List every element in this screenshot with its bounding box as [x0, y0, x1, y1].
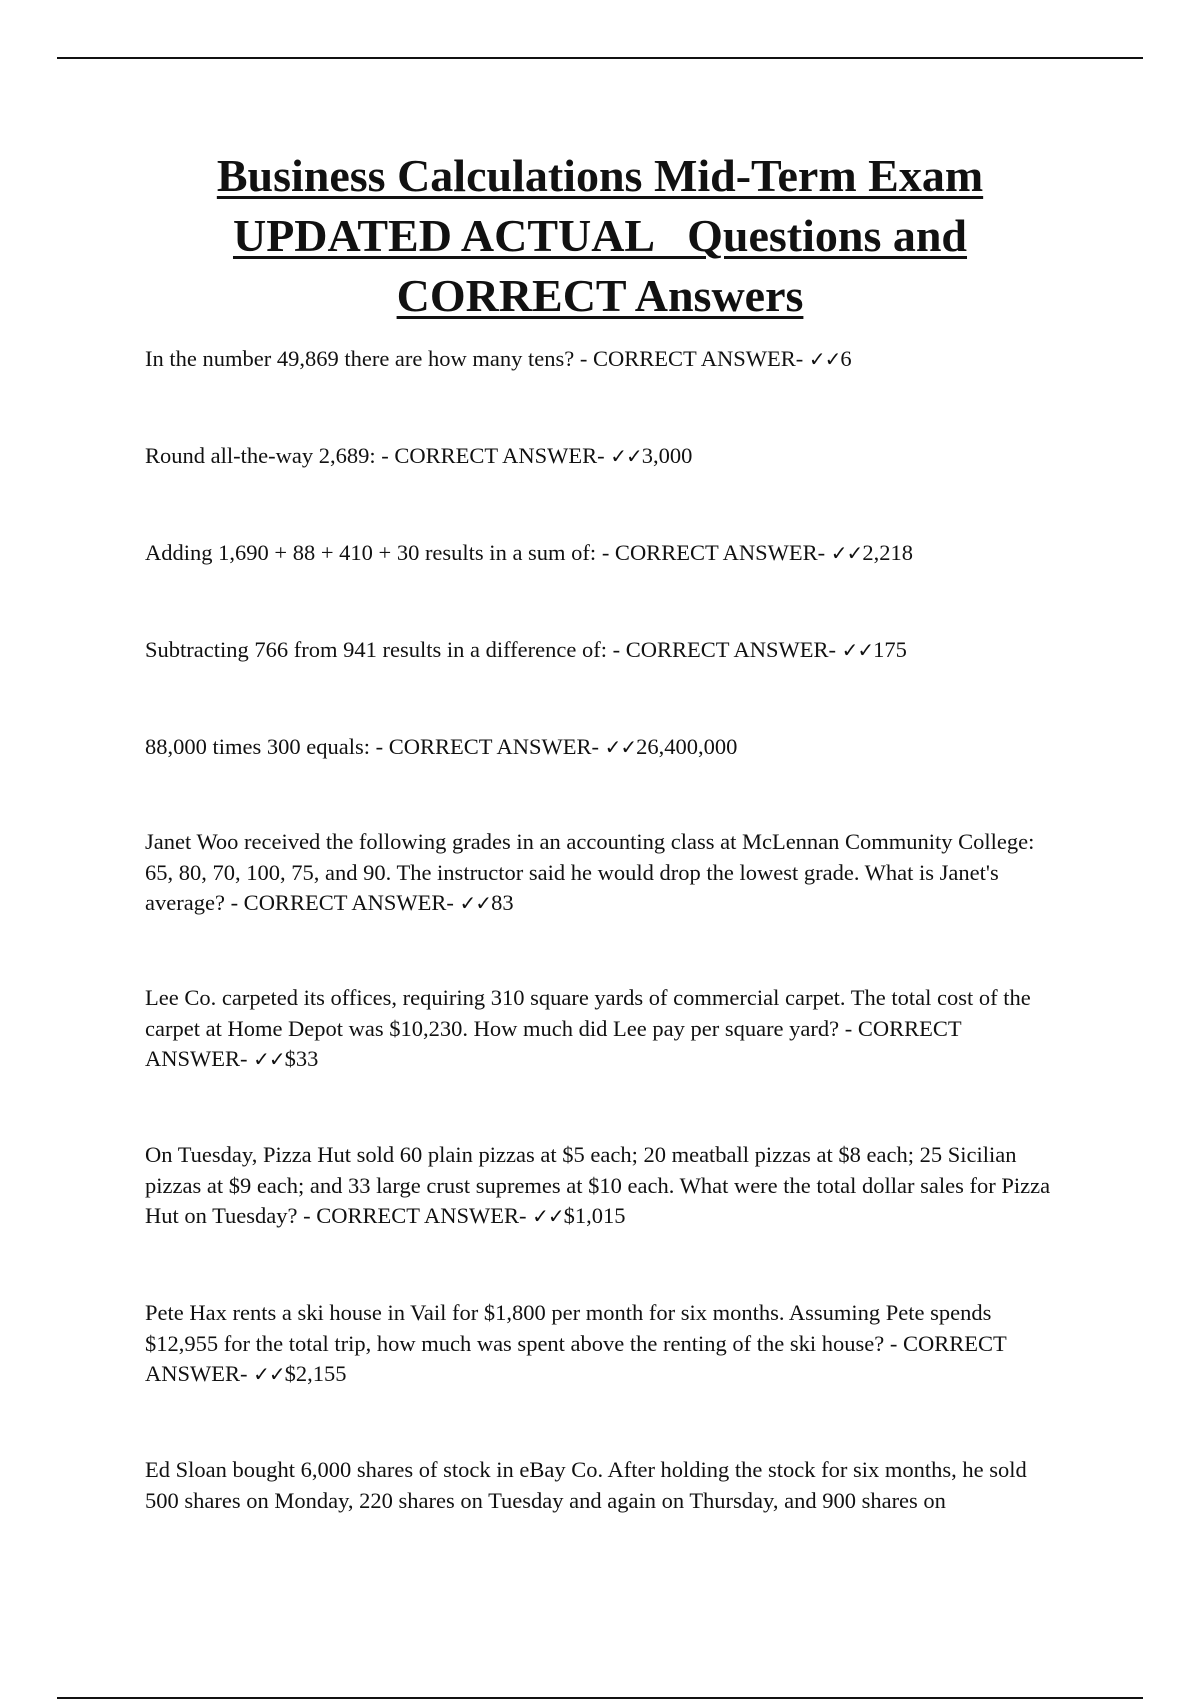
double-check-icon: ✓✓ [459, 891, 492, 915]
answer-value: 3,000 [641, 443, 693, 468]
qa-item-4 [145, 635, 1065, 666]
question-text: Subtracting 766 from 941 results in a difference of: [145, 637, 607, 662]
question-text: 88,000 times 300 equals: [145, 734, 370, 759]
question-text: On Tuesday, Pizza Hut sold 60 plain pizzas at $5 each; 20 meatball pizzas at $8 each; 25 Sicilian pizzas at $9 each; and 33 large crust supremes at $10 each. What were the total dollar sales for Pizza Hut on Tuesday? [145, 1142, 1051, 1228]
qa-item-3 [145, 538, 1065, 569]
double-check-icon: ✓✓ [808, 347, 841, 371]
qa-item-9 [145, 1298, 1065, 1390]
qa-item-7 [145, 983, 1065, 1075]
document-title [0, 146, 1200, 326]
answer-value: 175 [873, 637, 907, 662]
answer-value: 83 [491, 890, 514, 915]
double-check-icon: ✓✓ [532, 1204, 564, 1228]
answer-label: - CORRECT ANSWER- [381, 443, 605, 468]
question-text: Ed Sloan bought 6,000 shares of stock in eBay Co. After holding the stock for six months, he sold 500 shares on Monday, 220 shares on Tuesday and again on Thursday, and 900 shares on [145, 1457, 1027, 1513]
answer-value: $1,015 [563, 1203, 626, 1228]
answer-label: - CORRECT ANSWER- [579, 346, 804, 371]
answer-label: - CORRECT ANSWER- [145, 1330, 1007, 1386]
qa-item-1 [145, 344, 1065, 375]
qa-item-10 [145, 1455, 1065, 1516]
qa-item-6 [145, 827, 1065, 919]
answer-value: 26,400,000 [636, 734, 738, 759]
question-text: In the number 49,869 there are how many tens? [145, 346, 575, 371]
question-text: Round all-the-way 2,689: [145, 443, 376, 468]
title-line-1: Business Calculations Mid-Term Exam [216, 150, 984, 201]
question-text: Lee Co. carpeted its offices, requiring 310 square yards of commercial carpet. The total cost of the carpet at Home Depot was $10,230. How much did Lee pay per square yard? [145, 985, 1031, 1041]
answer-label: - CORRECT ANSWER- [230, 890, 454, 915]
qa-item-8 [145, 1140, 1065, 1232]
double-check-icon: ✓✓ [604, 735, 637, 759]
qa-item-2 [145, 441, 1065, 472]
question-text: Janet Woo received the following grades in an accounting class at McLennan Community College: 65, 80, 70, 100, 75, and 90. The instructor said he would drop the lowest grade. What is Janet's average? [145, 829, 1035, 915]
top-rule [57, 57, 1143, 59]
question-text: Adding 1,690 + 88 + 410 + 30 results in a sum of: [145, 540, 597, 565]
answer-label: - CORRECT ANSWER- [145, 1015, 962, 1071]
answer-label: - CORRECT ANSWER- [375, 734, 599, 759]
answer-label: - CORRECT ANSWER- [601, 540, 826, 565]
answer-value: $33 [284, 1046, 319, 1071]
qa-item-5 [145, 732, 1065, 763]
double-check-icon: ✓✓ [841, 638, 874, 662]
question-text: Pete Hax rents a ski house in Vail for $1,800 per month for six months. Assuming Pete spends $12,955 for the total trip, how much was spent above the renting of the ski house? [145, 1300, 992, 1356]
double-check-icon: ✓✓ [253, 1362, 285, 1386]
answer-value: $2,155 [284, 1361, 347, 1386]
answer-value: 2,218 [862, 540, 913, 565]
answer-value: 6 [840, 346, 852, 371]
double-check-icon: ✓✓ [610, 444, 642, 468]
bottom-rule [57, 1697, 1143, 1699]
double-check-icon: ✓✓ [830, 541, 863, 565]
title-line-3: CORRECT Answers [396, 270, 804, 321]
answer-label: - CORRECT ANSWER- [303, 1203, 527, 1228]
answer-label: - CORRECT ANSWER- [612, 637, 836, 662]
double-check-icon: ✓✓ [253, 1047, 285, 1071]
title-line-2: UPDATED ACTUAL Questions and [232, 210, 968, 261]
